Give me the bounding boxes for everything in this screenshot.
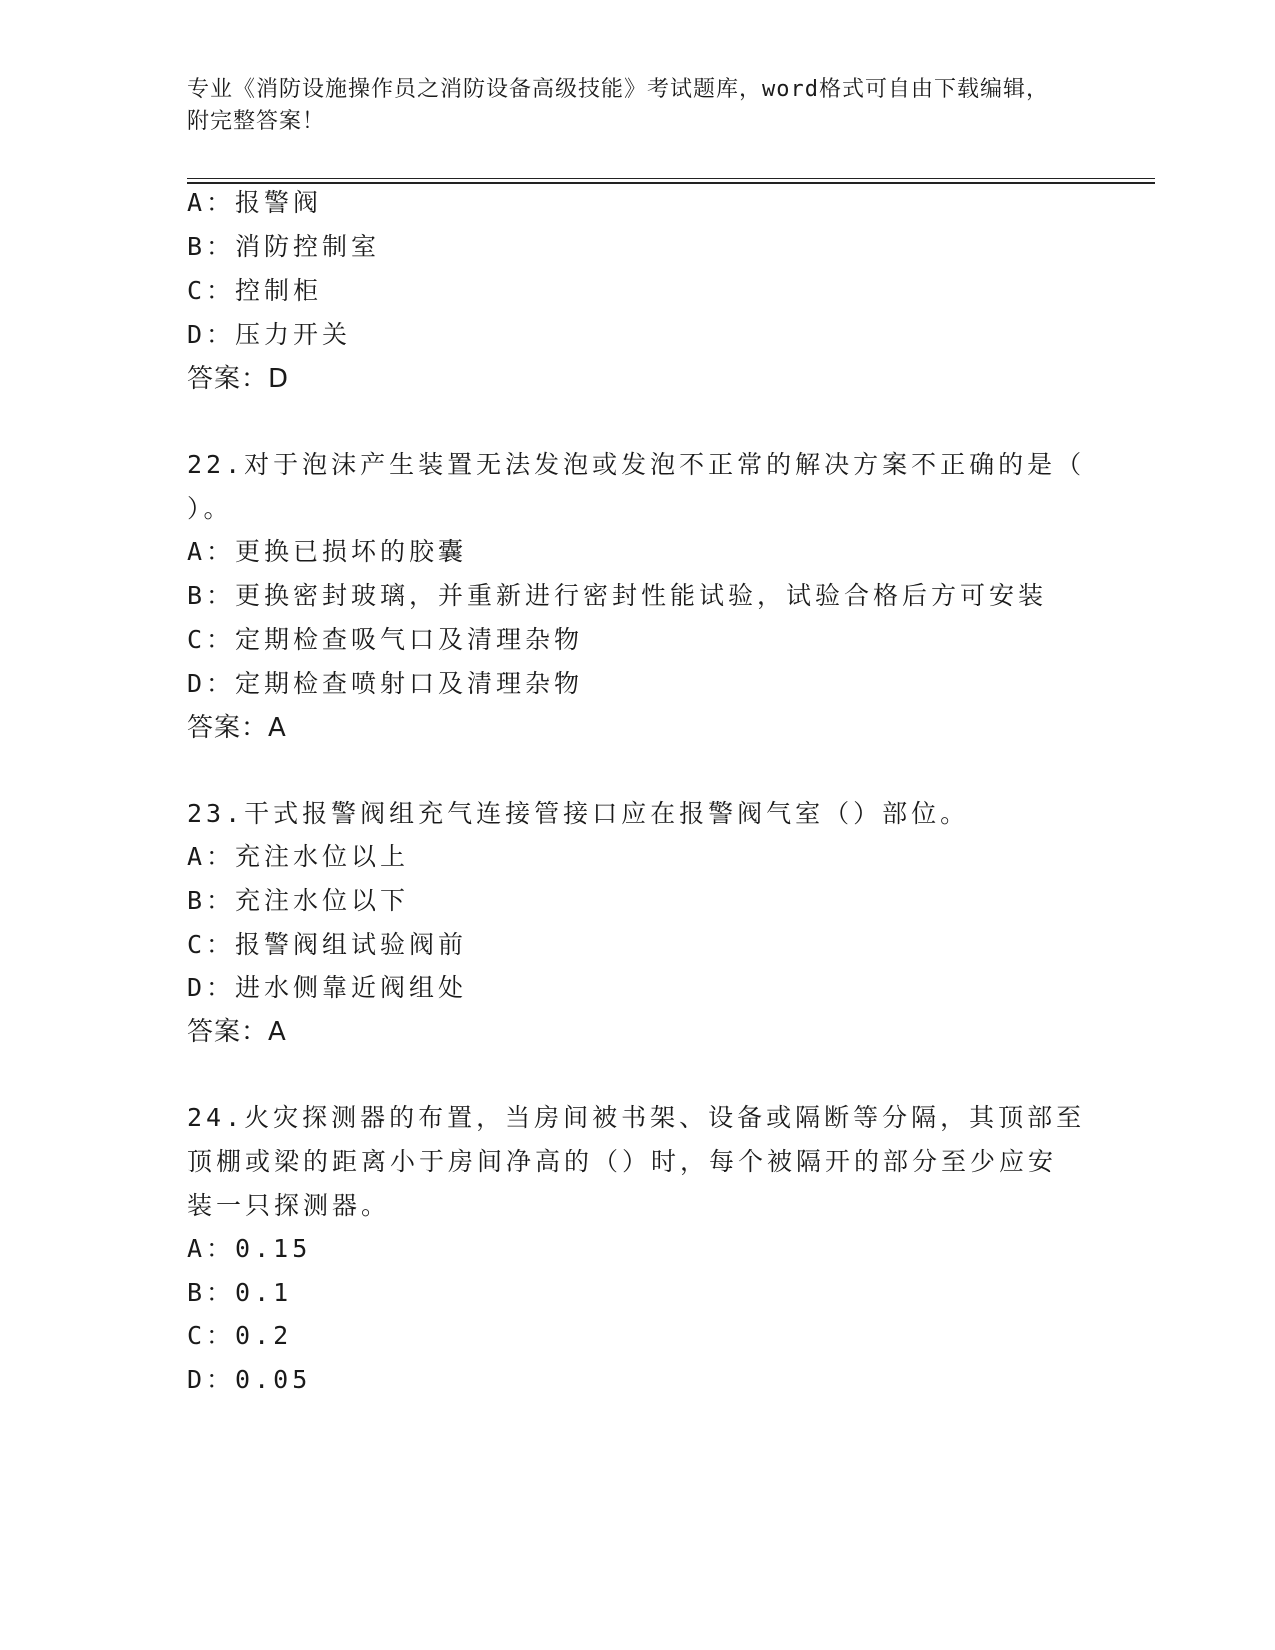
q24-stem-line-3: 装一只探测器。	[187, 1191, 391, 1220]
q22-option-d: D：定期检查喷射口及清理杂物	[187, 669, 584, 698]
q21-option-c: C：控制柜	[187, 276, 323, 305]
q24-option-c: C：0.2	[187, 1321, 293, 1350]
q22-answer: 答案：A	[187, 713, 287, 743]
header-divider	[187, 178, 1155, 184]
q22-stem-line-1: 22.对于泡沫产生装置无法发泡或发泡不正常的解决方案不正确的是（	[187, 450, 1086, 479]
q22-stem-line-2: ）。	[187, 494, 233, 523]
q21-answer: 答案：D	[187, 364, 290, 394]
q22-option-b: B：更换密封玻璃，并重新进行密封性能试验，试验合格后方可安装	[187, 581, 1048, 610]
q24-option-d: D：0.05	[187, 1365, 312, 1394]
q24-stem-line-2: 顶棚或梁的距离小于房间净高的（）时，每个被隔开的部分至少应安	[187, 1147, 1058, 1176]
q21-option-b: B：消防控制室	[187, 232, 381, 261]
q21-option-d: D：压力开关	[187, 320, 352, 349]
q23-option-a: A：充注水位以上	[187, 842, 410, 871]
document-header: 专业《消防设施操作员之消防设备高级技能》考试题库，word格式可自由下载编辑，附完整答案！	[187, 77, 1049, 134]
q22-option-a: A：更换已损坏的胶囊	[187, 537, 468, 566]
q23-stem-line-1: 23.干式报警阀组充气连接管接口应在报警阀气室（）部位。	[187, 799, 970, 828]
q24-option-b: B：0.1	[187, 1278, 293, 1307]
q23-option-b: B：充注水位以下	[187, 886, 410, 915]
q23-answer: 答案：A	[187, 1017, 287, 1047]
q22-option-c: C：定期检查吸气口及清理杂物	[187, 625, 584, 654]
q21-option-a: A：报警阀	[187, 188, 323, 217]
q23-option-c: C：报警阀组试验阀前	[187, 930, 468, 959]
q24-option-a: A：0.15	[187, 1234, 312, 1263]
q24-stem-line-1: 24.火灾探测器的布置，当房间被书架、设备或隔断等分隔，其顶部至	[187, 1103, 1086, 1132]
q23-option-d: D：进水侧靠近阀组处	[187, 973, 468, 1002]
